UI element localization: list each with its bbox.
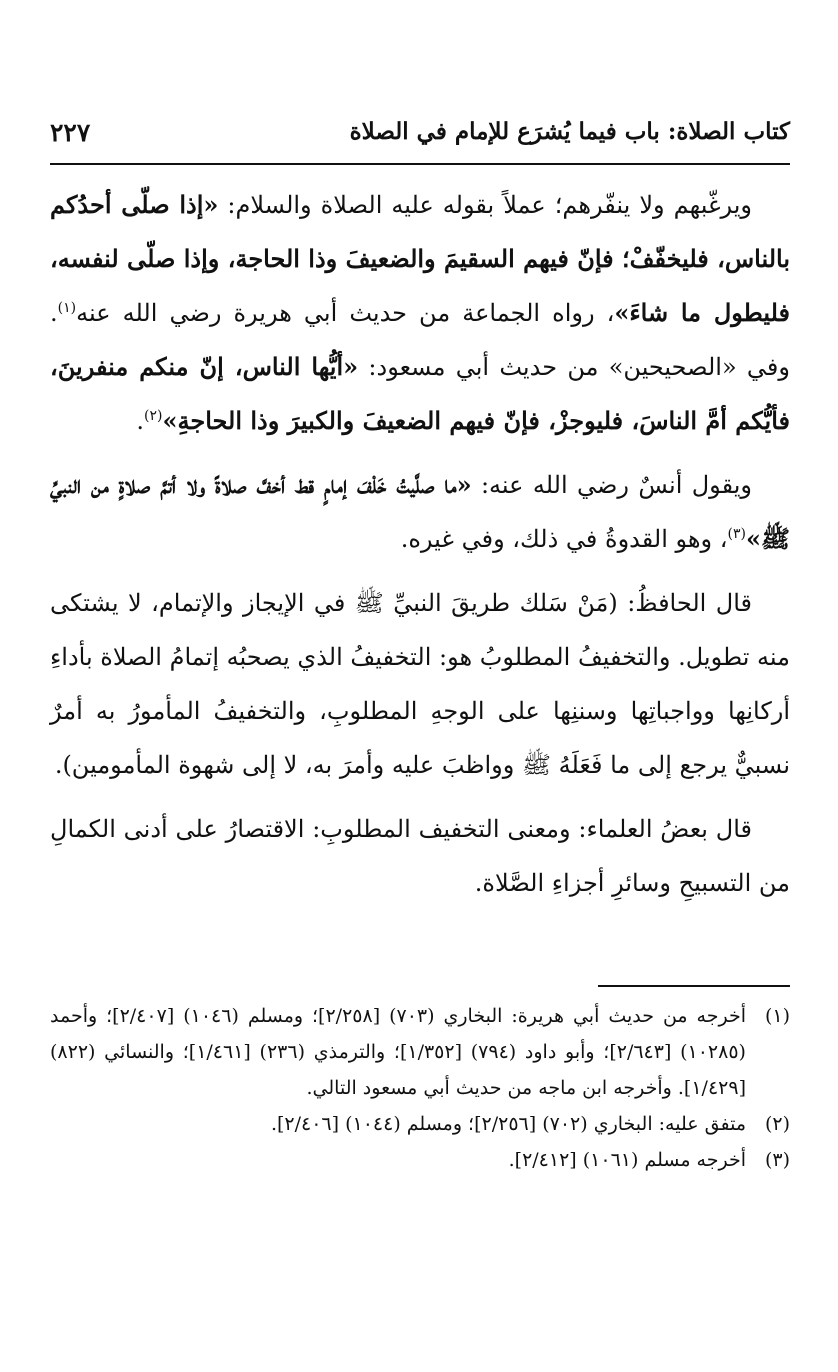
text-span: . وفي «الصحيحين» من حديث أبي مسعود: [50,299,790,381]
text-span: . [136,407,145,435]
footnote-1 [50,998,790,1106]
footnote-number: (٢) [764,1113,790,1135]
hadith-quote: «أيُّها الناس، إنّ منكم منفرينَ، فأيُّكم أمَّ الناسَ، فليوجزْ، فإنّ فيهم الضعيفَ والكبيرَ وذا الحاجةِ» [50,352,790,435]
footnote-ref: (٣) [727,526,746,542]
paragraph-1 [50,178,790,448]
footnote-text: أخرجه من حديث أبي هريرة: البخاري (٧٠٣) [٢/٢٥٨]؛ ومسلم (١٠٤٦) [٢/٤٠٧]؛ وأحمد (١٠٢٨٥) [٢/٦٤٣]؛ وأبو داود (٧٩٤) [١/٣٥٢]؛ والترمذي (٢٣٦) [١/٤٦١]؛ والنسائي (٨٢٢) [١/٤٢٩]. وأخرجه ابن ماجه من حديث أبي مسعود التالي. [50,1005,746,1099]
paragraph-2 [50,458,790,566]
footnote-rule [598,985,790,987]
footnote-text: متفق عليه: البخاري (٧٠٢) [٢/٢٥٦]؛ ومسلم (١٠٤٤) [٢/٤٠٦]. [270,1113,746,1135]
footnote-ref: (٢) [144,408,163,424]
hadith-quote: «ما صلَّيتُ خَلْفَ إمامٍ قط أخفَّ صلاةً ولا أتمَّ صلاةٍ من النبيِّ ﷺ» [50,470,790,553]
text-span: ويرغّبهم ولا ينفّرهم؛ عملاً بقوله عليه الصلاة والسلام: [218,191,753,219]
footnote-3 [50,1142,790,1178]
main-text [50,178,790,920]
footnote-text: أخرجه مسلم (١٠٦١) [٢/٤١٢]. [508,1149,746,1171]
page-number: ٢٢٧ [50,118,91,147]
page-header [50,118,790,160]
text-span: ويقول أنسٌ رضي الله عنه: [471,471,752,499]
hadith-quote: «إذا صلّى أحدُكم بالناس، فليخفّفْ؛ فإنّ فيهم السقيمَ والضعيفَ وذا الحاجة، وإذا صلّى لنفسه، فليطول ما شاءَ» [49,190,790,327]
header-rule [50,163,790,165]
text-span: ، رواه الجماعة من حديث أبي هريرة رضي الله عنه [76,299,615,327]
text-span: ، وهو القدوةُ في ذلك، وفي غيره. [400,525,728,553]
footnote-number: (١) [764,1005,790,1027]
paragraph-4: قال بعضُ العلماء: ومعنى التخفيف المطلوبِ: الاقتصارُ على أدنى الكمالِ من التسبيحِ وسائرِ أجزاءِ الصَّلاة. [50,815,790,897]
running-title: كتاب الصلاة: باب فيما يُشرَع للإمام في الصلاة [349,118,790,145]
footnote-number: (٣) [764,1149,790,1171]
footnote-2 [50,1106,790,1142]
footnotes [50,998,790,1178]
footnote-ref: (١) [57,300,77,316]
paragraph-3: قال الحافظُ: (مَنْ سَلك طريقَ النبيِّ ﷺ في الإيجاز والإتمام، لا يشتكى منه تطويل. والتخفيفُ المطلوبُ هو: التخفيفُ الذي يصحبُه إتمامُ الصلاة بأداءِ أركانِها وواجباتِها وسننِها على الوجهِ المطلوبِ، والتخفيفُ المأمورُ به أمرٌ نسبيٌّ يرجع إلى ما فَعَلَهُ ﷺ وواظبَ عليه وأمرَ به، لا إلى شهوة المأمومين). [50,589,790,779]
